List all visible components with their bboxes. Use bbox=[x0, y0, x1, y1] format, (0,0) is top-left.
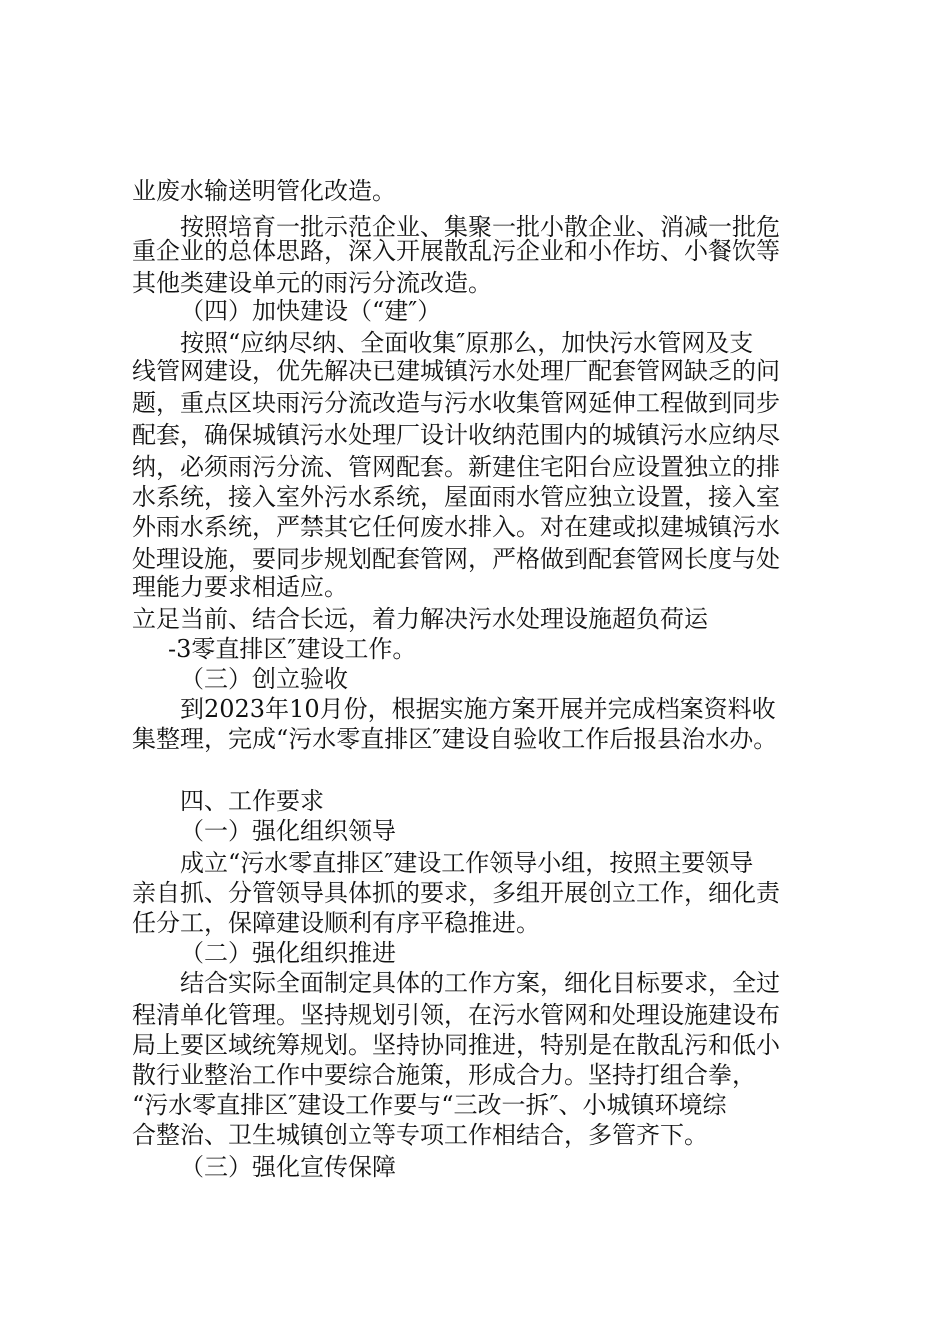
section-heading: （三）创立验收 bbox=[180, 665, 348, 693]
text-line: 重企业的总体思路，深入开展散乱污企业和小作坊、小餐饮等 bbox=[132, 237, 780, 265]
text-line: 理能力要求相适应。 bbox=[132, 573, 348, 601]
section-heading: 四、工作要求 bbox=[180, 787, 324, 815]
text-line: 其他类建设单元的雨污分流改造。 bbox=[132, 269, 492, 297]
text-line: 纳，必须雨污分流、管网配套。新建住宅阳台应设置独立的排 bbox=[132, 453, 780, 481]
text-line: 外雨水系统，严禁其它任何废水排入。对在建或拟建城镇污水 bbox=[132, 513, 780, 541]
text-line: 立足当前、结合长远，着力解决污水处理设施超负荷运 bbox=[132, 605, 708, 633]
text-line: 亲自抓、分管领导具体抓的要求，多组开展创立工作，细化责 bbox=[132, 879, 780, 907]
text-line: 题，重点区块雨污分流改造与污水收集管网延伸工程做到同步 bbox=[132, 389, 780, 417]
text-line: 按照“应纳尽纳、全面收集″原那么，加快污水管网及支 bbox=[180, 329, 754, 357]
text-line: 业废水输送明管化改造。 bbox=[132, 177, 396, 205]
section-heading: （一）强化组织领导 bbox=[180, 817, 396, 845]
text-line: 集整理，完成“污水零直排区″建设自验收工作后报县治水办。 bbox=[132, 725, 778, 753]
text-line: 配套，确保城镇污水处理厂设计收纳范围内的城镇污水应纳尽 bbox=[132, 421, 780, 449]
section-heading: （四）加快建设（“建″） bbox=[180, 297, 442, 325]
text-line: 局上要区域统筹规划。坚持协同推进，特别是在散乱污和低小 bbox=[132, 1031, 780, 1059]
section-heading: （三）强化宣传保障 bbox=[180, 1153, 396, 1181]
text-line: 合整治、卫生城镇创立等专项工作相结合，多管齐下。 bbox=[132, 1121, 708, 1149]
text-line: 任分工，保障建设顺利有序平稳推进。 bbox=[132, 909, 540, 937]
text-line: 散行业整治工作中要综合施策，形成合力。坚持打组合拳， bbox=[132, 1061, 756, 1089]
text-line: “污水零直排区″建设工作要与“三改一拆″、小城镇环境综 bbox=[132, 1091, 727, 1119]
text-line: 线管网建设，优先解决已建城镇污水处理厂配套管网缺乏的问 bbox=[132, 357, 780, 385]
text-line: 程清单化管理。坚持规划引领，在污水管网和处理设施建设布 bbox=[132, 1001, 780, 1029]
text-line: 按照培育一批示范企业、集聚一批小散企业、消减一批危 bbox=[180, 213, 780, 241]
text-line: -3零直排区″建设工作。 bbox=[168, 635, 417, 663]
section-heading: （二）强化组织推进 bbox=[180, 939, 396, 967]
text-line: 水系统，接入室外污水系统，屋面雨水管应独立设置，接入室 bbox=[132, 483, 780, 511]
text-line: 成立“污水零直排区″建设工作领导小组，按照主要领导 bbox=[180, 849, 754, 877]
text-line: 到2023年10月份，根据实施方案开展并完成档案资料收 bbox=[180, 695, 776, 723]
text-line: 处理设施，要同步规划配套管网，严格做到配套管网长度与处 bbox=[132, 545, 780, 573]
text-line: 结合实际全面制定具体的工作方案，细化目标要求，全过 bbox=[180, 969, 780, 997]
